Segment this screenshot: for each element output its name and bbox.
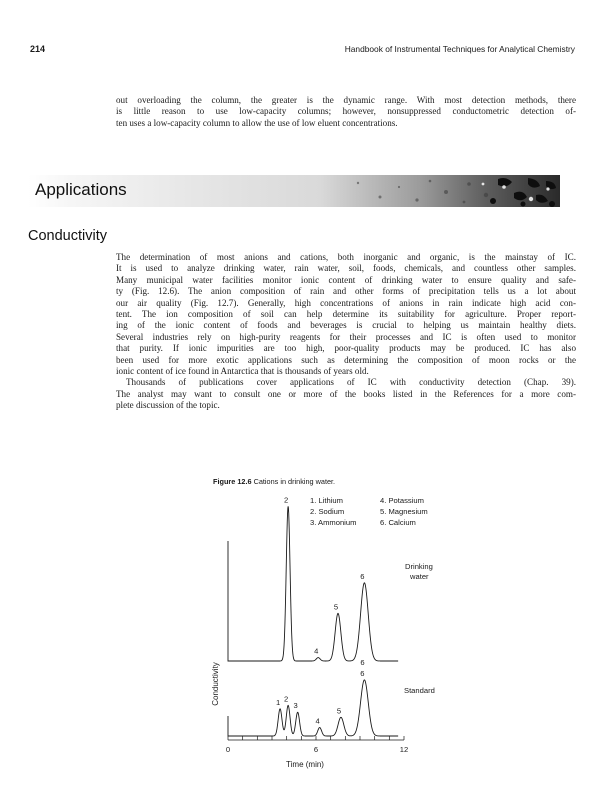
trace-label-drinking-water-2: water	[410, 572, 429, 581]
body-line: Many municipal water facilities monitor ionic content of drinking water to ensure quality and safe-	[116, 274, 576, 285]
peak-label: 5	[333, 602, 339, 612]
book-title: Handbook of Instrumental Techniques for Analytical Chemistry	[344, 44, 575, 54]
legend-item: 6. Calcium	[380, 518, 416, 527]
peak-label: 4	[314, 646, 319, 656]
figure-caption-text: Cations in drinking water.	[253, 477, 336, 486]
trace-line-standard	[228, 680, 398, 736]
x-tick-label: 6	[313, 745, 319, 754]
intro-line: ten uses a low-capacity column to allow the use of low eluent concentrations.	[116, 117, 398, 128]
peak-label: 5	[336, 706, 342, 716]
body-line: It is used to analyze drinking water, rain water, soil, foods, chemicals, and countless other samples.	[116, 263, 576, 274]
body-line: ing of the ionic content of foods and beverages is crucial to helping us maintain healthy diets.	[116, 320, 576, 331]
body-line: Thousands of publications cover applications of IC with conductivity detection (Chap. 39).	[126, 377, 576, 388]
x-tick-label: 0	[225, 745, 231, 754]
peak-label: 6	[360, 668, 365, 678]
trace-label-standard: Standard	[404, 686, 435, 695]
intro-paragraph	[116, 95, 576, 129]
trace-label-drinking-water: Drinking	[405, 562, 433, 571]
body-line: Several industries rely on high-purity reagents for their processes and IC is often used to monitor	[116, 331, 576, 342]
body-line: been used for more exotic applications such as determining the composition of moon rocks or the	[116, 354, 576, 365]
body-line: The analyst may want to consult one or more of the books listed in the References for a more com-	[116, 388, 576, 399]
legend-item: 5. Magnesium	[380, 507, 428, 516]
page-number: 214	[30, 44, 46, 54]
legend-item: 2. Sodium	[310, 507, 345, 516]
x-tick-label: 12	[399, 745, 409, 754]
intro-line: is little reason to use low-capacity columns; however, nonsuppressed conductometric detection of-	[116, 106, 576, 117]
legend-item: 4. Potassium	[380, 496, 424, 505]
peak-label: 2	[284, 694, 289, 704]
running-head	[30, 44, 575, 58]
trace-group	[228, 506, 398, 736]
chromatogram-chart	[200, 484, 440, 774]
y-axis-label: Conductivity	[211, 662, 220, 706]
peak-label: 4	[315, 716, 320, 726]
peak-label: 1	[275, 697, 281, 707]
section-title: Conductivity	[28, 228, 107, 244]
peak-label: 6	[360, 571, 365, 581]
body-line: tent. The ion composition of soil can help determine its suitability for agriculture. Proper report-	[116, 309, 576, 320]
body-line: ty (Fig. 12.6). The anion composition of rain and other forms of precipitation tells us a lot about	[116, 286, 576, 297]
applications-banner	[28, 175, 560, 207]
peak-label: 6	[360, 658, 365, 667]
legend	[310, 496, 428, 527]
legend-item: 3. Ammonium	[310, 518, 357, 527]
x-axis-label: Time (min)	[286, 760, 324, 769]
body-line: that purity. If ionic impurities are too high, poor-quality products may be produced. IC has also	[116, 343, 576, 354]
body-line: The determination of most anions and cations, both inorganic and organic, is the mainstay of IC.	[116, 252, 576, 262]
body-line: our air quality (Fig. 12.7). Generally, high concentrations of anions in rain indicate high acid con-	[116, 297, 576, 308]
peak-label: 2	[284, 495, 289, 505]
body-line: plete discussion of the topic.	[116, 400, 220, 411]
body-line: ionic content of ice found in Antarctica that is thousands of years old.	[116, 366, 369, 377]
conductivity-paragraph	[116, 252, 576, 412]
legend-item: 1. Lithium	[310, 496, 343, 505]
time-axis	[226, 736, 408, 754]
banner-title: Applications	[35, 180, 127, 199]
peak-label: 3	[293, 701, 298, 711]
figure-label: Figure 12.6	[213, 477, 252, 486]
intro-line: out overloading the column, the greater is the dynamic range. With most detection methods, there	[116, 95, 576, 105]
trace-line-drinking-water	[228, 506, 398, 661]
